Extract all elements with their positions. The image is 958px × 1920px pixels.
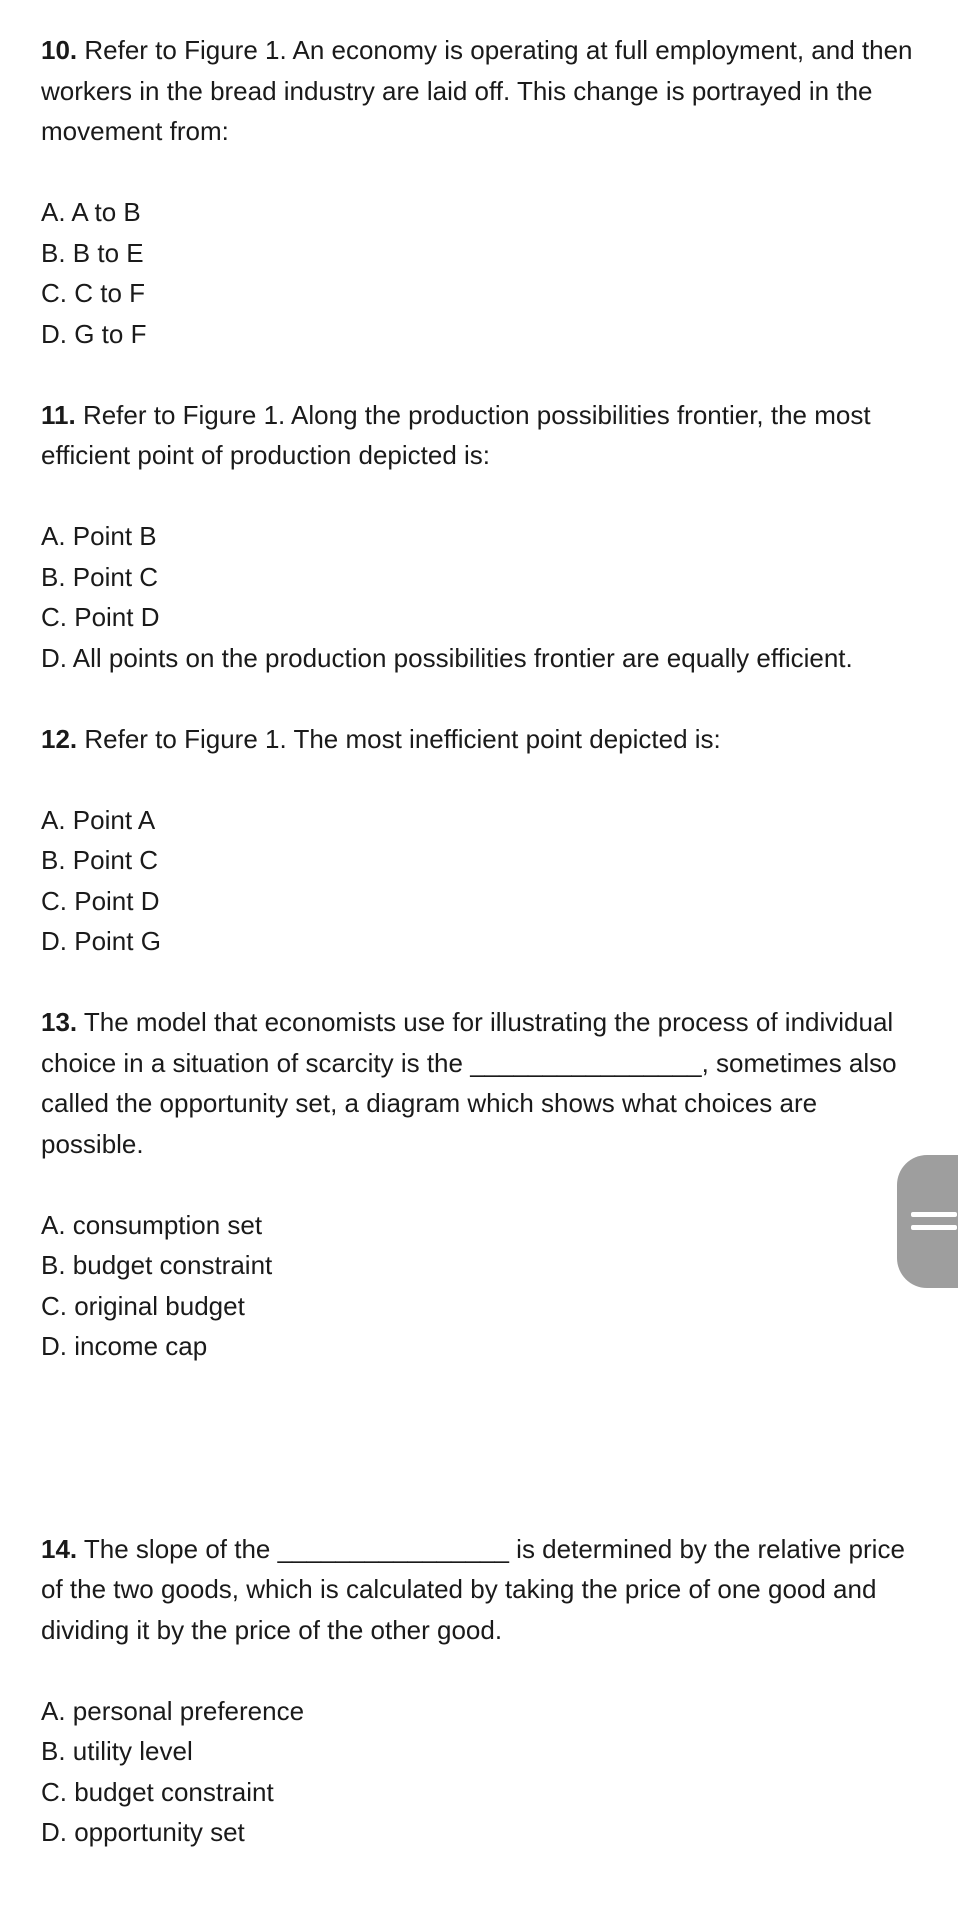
question-number: 12. bbox=[41, 723, 78, 754]
answer-choice-b: B. budget constraint bbox=[41, 1250, 273, 1280]
question-13 bbox=[41, 1002, 921, 1164]
question-11 bbox=[41, 395, 921, 476]
answer-choice-a: A. Point A bbox=[41, 804, 156, 835]
answer-choice-b: B. B to E bbox=[41, 237, 144, 268]
answer-choice-a: A. Point B bbox=[41, 521, 157, 551]
answer-choices bbox=[41, 192, 921, 354]
question-text: Refer to Figure 1. Along the production possibilities frontier, the most efficient point of production depicted is: bbox=[41, 399, 871, 470]
answer-choice-a: A. A to B bbox=[41, 197, 141, 227]
answer-choice-b: B. utility level bbox=[41, 1736, 193, 1766]
answer-choice-d: D. opportunity set bbox=[41, 1817, 245, 1847]
answer-choice-c: C. Point D bbox=[41, 602, 160, 632]
question-text: Refer to Figure 1. The most inefficient point depicted is: bbox=[77, 723, 721, 754]
question-10 bbox=[41, 30, 921, 152]
answer-choice-d: D. income cap bbox=[41, 1331, 208, 1361]
question-14 bbox=[41, 1529, 921, 1651]
answer-choice-c: C. Point D bbox=[41, 885, 160, 916]
question-number: 14. bbox=[41, 1533, 78, 1564]
question-text: The slope of the ________________ is determined by the relative price of the two goods, which is calculated by taking the price of one good and dividing it by the price of the other good. bbox=[41, 1533, 905, 1645]
question-12 bbox=[41, 719, 921, 760]
question-number: 11. bbox=[41, 399, 76, 430]
answer-choice-c: C. original budget bbox=[41, 1290, 245, 1321]
question-text: Refer to Figure 1. An economy is operating at full employment, and then workers in the bread industry are laid off. This change is portrayed in the movement from: bbox=[41, 35, 913, 146]
answer-choices bbox=[41, 800, 921, 962]
scroll-handle[interactable] bbox=[897, 1155, 958, 1288]
question-number: 13. bbox=[41, 1007, 78, 1037]
answer-choice-d: D. All points on the production possibilities frontier are equally efficient. bbox=[41, 642, 853, 673]
answer-choice-d: D. Point G bbox=[41, 926, 161, 956]
answer-choice-a: A. personal preference bbox=[41, 1695, 305, 1726]
answer-choice-c: C. C to F bbox=[41, 278, 146, 308]
answer-choice-d: D. G to F bbox=[41, 318, 147, 349]
question-text: The model that economists use for illustrating the process of individual choice in a situation of scarcity is the ________________, sometimes also called the opportunity set, a diagram which shows what choices are possible. bbox=[41, 1007, 897, 1159]
answer-choices bbox=[41, 1691, 921, 1853]
answer-choice-b: B. Point C bbox=[41, 561, 159, 592]
answer-choice-c: C. budget constraint bbox=[41, 1776, 274, 1807]
answer-choice-a: A. consumption set bbox=[41, 1209, 263, 1240]
answer-choices bbox=[41, 1205, 921, 1367]
quiz-document bbox=[41, 30, 921, 1853]
answer-choices bbox=[41, 516, 921, 678]
question-number: 10. bbox=[41, 35, 78, 65]
answer-choice-b: B. Point C bbox=[41, 845, 159, 875]
